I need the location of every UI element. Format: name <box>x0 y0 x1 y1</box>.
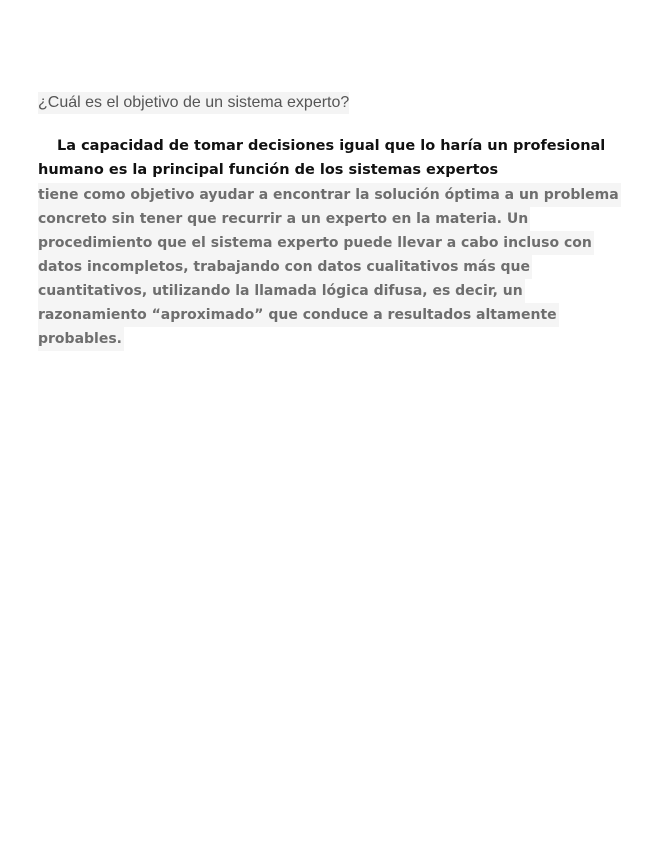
lead-paragraph <box>38 134 628 182</box>
body-line: concreto sin tener que recurrir a un experto en la materia. Un <box>38 207 530 231</box>
body-line: probables. <box>38 327 124 351</box>
body-line: procedimiento que el sistema experto puede llevar a cabo incluso con <box>38 231 594 255</box>
body-line: datos incompletos, trabajando con datos cualitativos más que <box>38 255 532 279</box>
question-heading: ¿Cuál es el objetivo de un sistema experto? <box>38 92 349 114</box>
document-page <box>38 92 628 351</box>
body-line: razonamiento “aproximado” que conduce a resultados altamente <box>38 303 559 327</box>
body-line: tiene como objetivo ayudar a encontrar la solución óptima a un problema <box>38 183 621 207</box>
lead-line: La capacidad de tomar decisiones igual que lo haría un profesional <box>57 138 606 154</box>
body-paragraph <box>38 183 628 351</box>
lead-line: humano es la principal función de los sistemas expertos <box>38 162 499 178</box>
body-line: cuantitativos, utilizando la llamada lógica difusa, es decir, un <box>38 279 525 303</box>
